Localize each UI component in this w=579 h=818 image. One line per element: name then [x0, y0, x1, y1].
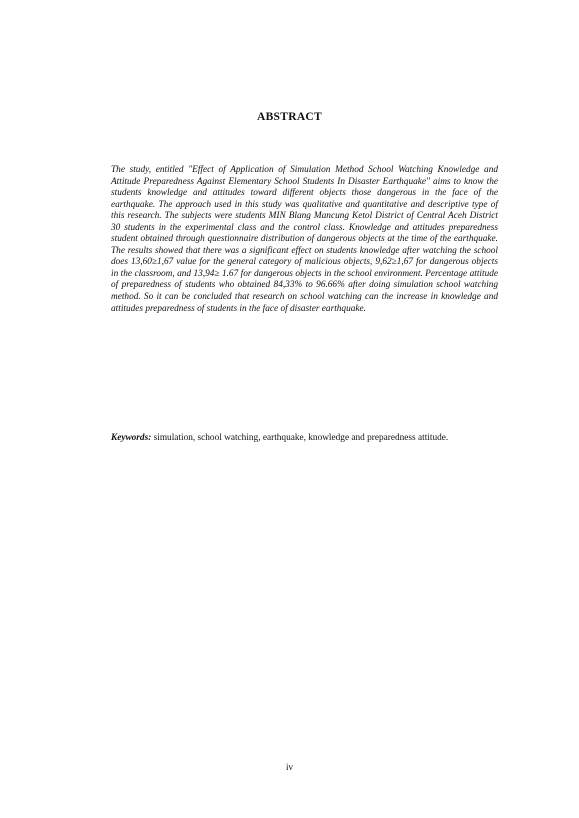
keywords-label: Keywords:: [111, 433, 152, 443]
keywords-line: [111, 433, 498, 445]
keywords-text: simulation, school watching, earthquake, knowledge and preparedness attitude.: [153, 433, 449, 443]
abstract-body: The study, entitled "Effect of Application of Simulation Method School Watching Knowledge and Attitude Preparedness Against Elementary School Students In Disaster Earthquake" aims to know the students knowledge and attitudes toward different objects those dangerous in the face of the earthquake. The approach used in this study was qualitative and quantitative and descriptive type of this research. The subjects were students MIN Blang Mancung Ketol District of Central Aceh District 30 students in the experimental class and the control class. Knowledge and attitudes preparedness student obtained through questionnaire distribution of dangerous objects at the time of the earthquake. The results showed that there was a significant effect on students knowledge after watching the school does 13,60≥1,67 value for the general category of malicious objects, 9,62≥1,67 for dangerous objects in the classroom, and 13,94≥ 1.67 for dangerous objects in the school environment. Percentage attitude of preparedness of students who obtained 84,33% to 96.66% after doing simulation school watching method. So it can be concluded that research on school watching can the increase in knowledge and attitudes preparedness of students in the face of disaster earthquake.: [111, 165, 498, 314]
abstract-title: ABSTRACT: [256, 111, 323, 123]
page-number: iv: [285, 762, 293, 772]
